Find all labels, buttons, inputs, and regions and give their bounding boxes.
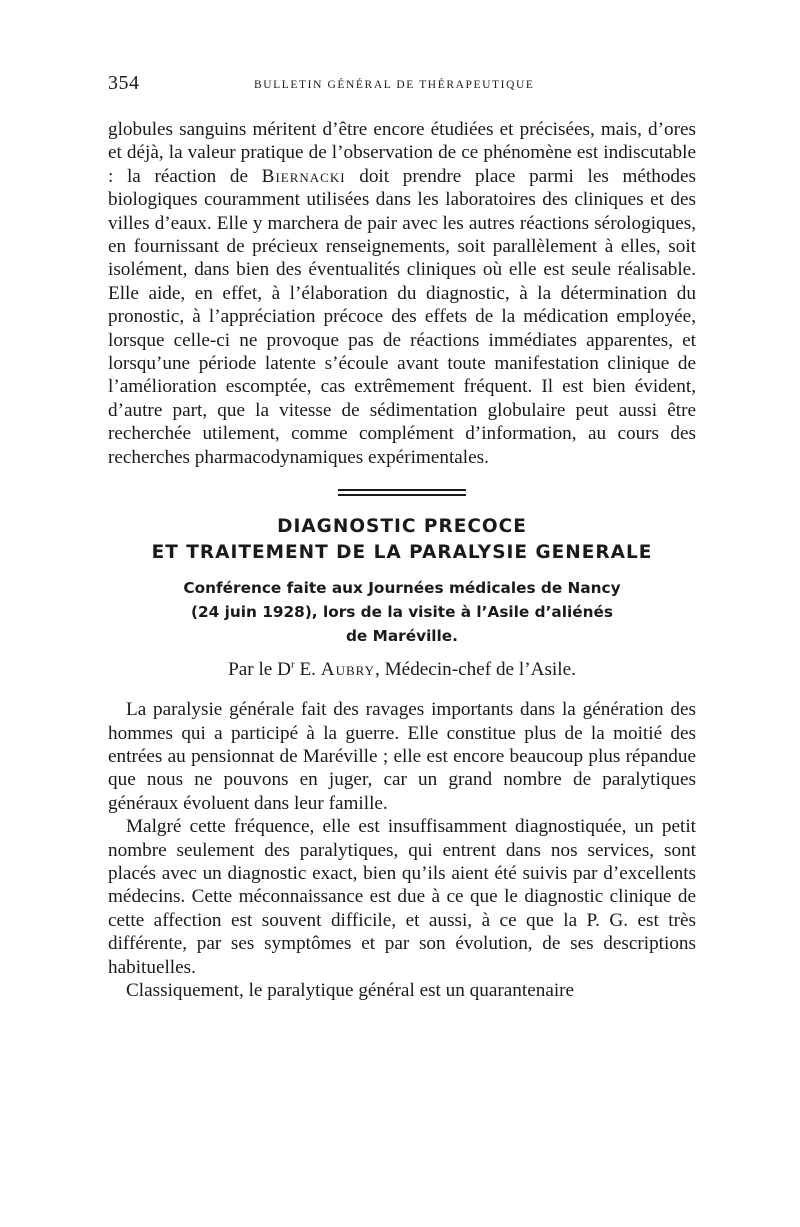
byline <box>108 658 696 682</box>
body-paragraph-1: La paralysie générale fait des ravages importants dans la génération des hommes qui a participé à la guerre. Elle constitue plus de la moitié des entrées au pensionnat de Maréville ; elle est encore beaucoup plus répandue que nous ne pouvons en juger, car un grand nombre de paralytiques généraux évoluent dans leur famille. <box>108 699 696 814</box>
byline-suffix: , Médecin-chef de l’Asile. <box>375 659 576 681</box>
divider-line <box>338 489 466 491</box>
opening-section <box>108 118 696 469</box>
opening-text-part1: globules sanguins méritent d’être encore étudiées et précisées, mais, d’ores et déjà, la valeur pratique de l’observation de ce phénomène est indiscutable : la réaction de <box>108 119 696 187</box>
author-name: Aubry <box>320 659 376 681</box>
subtitle-line-2: (24 juin 1928), lors de la visite à l’Asile d’aliénés <box>191 603 613 622</box>
running-title: BULLETIN GÉNÉRAL DE THÉRAPEUTIQUE <box>254 79 535 91</box>
body-paragraph-3: Classiquement, le paralytique général est un quarantenaire <box>126 979 575 1001</box>
byline-prefix: Par le D <box>228 659 291 681</box>
article-title-line-2: ET TRAITEMENT DE LA PARALYSIE GENERALE <box>151 542 653 564</box>
page-header <box>108 62 696 102</box>
opening-paragraph <box>108 118 696 469</box>
page <box>108 62 696 1002</box>
byline-superscript: r <box>290 658 295 671</box>
article-title <box>108 514 696 566</box>
section-divider <box>338 489 466 496</box>
subtitle-line-3: de Maréville. <box>345 627 458 646</box>
page-number: 354 <box>108 72 140 94</box>
article-title-line-1: DIAGNOSTIC PRECOCE <box>277 516 527 538</box>
byline-initial: E. <box>294 659 321 681</box>
article-body <box>108 698 696 1002</box>
opening-text-part2: doit prendre place parmi les méthodes biologiques couramment utilisées dans les laboratoires des cliniques et des villes d’eaux. Elle y marchera de pair avec les autres réactions sérologiques, en fournissant de précieux renseignements, soit parallèlement à elles, soit isolément, dans bien des éventualités cliniques où elle est seule réalisable. Elle aide, en effet, à l’élaboration du diagnostic, à la détermination du pronostic, à l’appréciation précoce des effets de la médication employée, lorsque celle-ci ne provoque pas de réactions immédiates apparentes, et lorsqu’une période latente s’écoule avant toute manifestation clinique de l’amélioration escomptée, cas extrêmement fréquent. Il est bien évident, d’autre part, que la vitesse de sédimentation globulaire peut aussi être recherchée utilement, comme complément d’information, au cours des recherches pharmacodynamiques expérimentales. <box>108 165 696 468</box>
author-name-biernacki: Biernacki <box>261 165 346 187</box>
body-paragraph-2: Malgré cette fréquence, elle est insuffisamment diagnostiquée, un petit nombre seulement des paralytiques, qui entrent dans nos services, sont placés avec un diagnostic exact, bien qu’ils aient été suivis par d’excellents médecins. Cette méconnaissance est due à ce que le diagnostic clinique de cette affection est souvent difficile, et aussi, à ce que la P. G. est très différente, par ses symptômes et par son évolution, de ses descriptions habituelles. <box>108 816 696 978</box>
subtitle-line-1: Conférence faite aux Journées médicales de Nancy <box>183 579 621 598</box>
article-subtitle <box>108 576 696 648</box>
divider-line <box>338 494 466 496</box>
